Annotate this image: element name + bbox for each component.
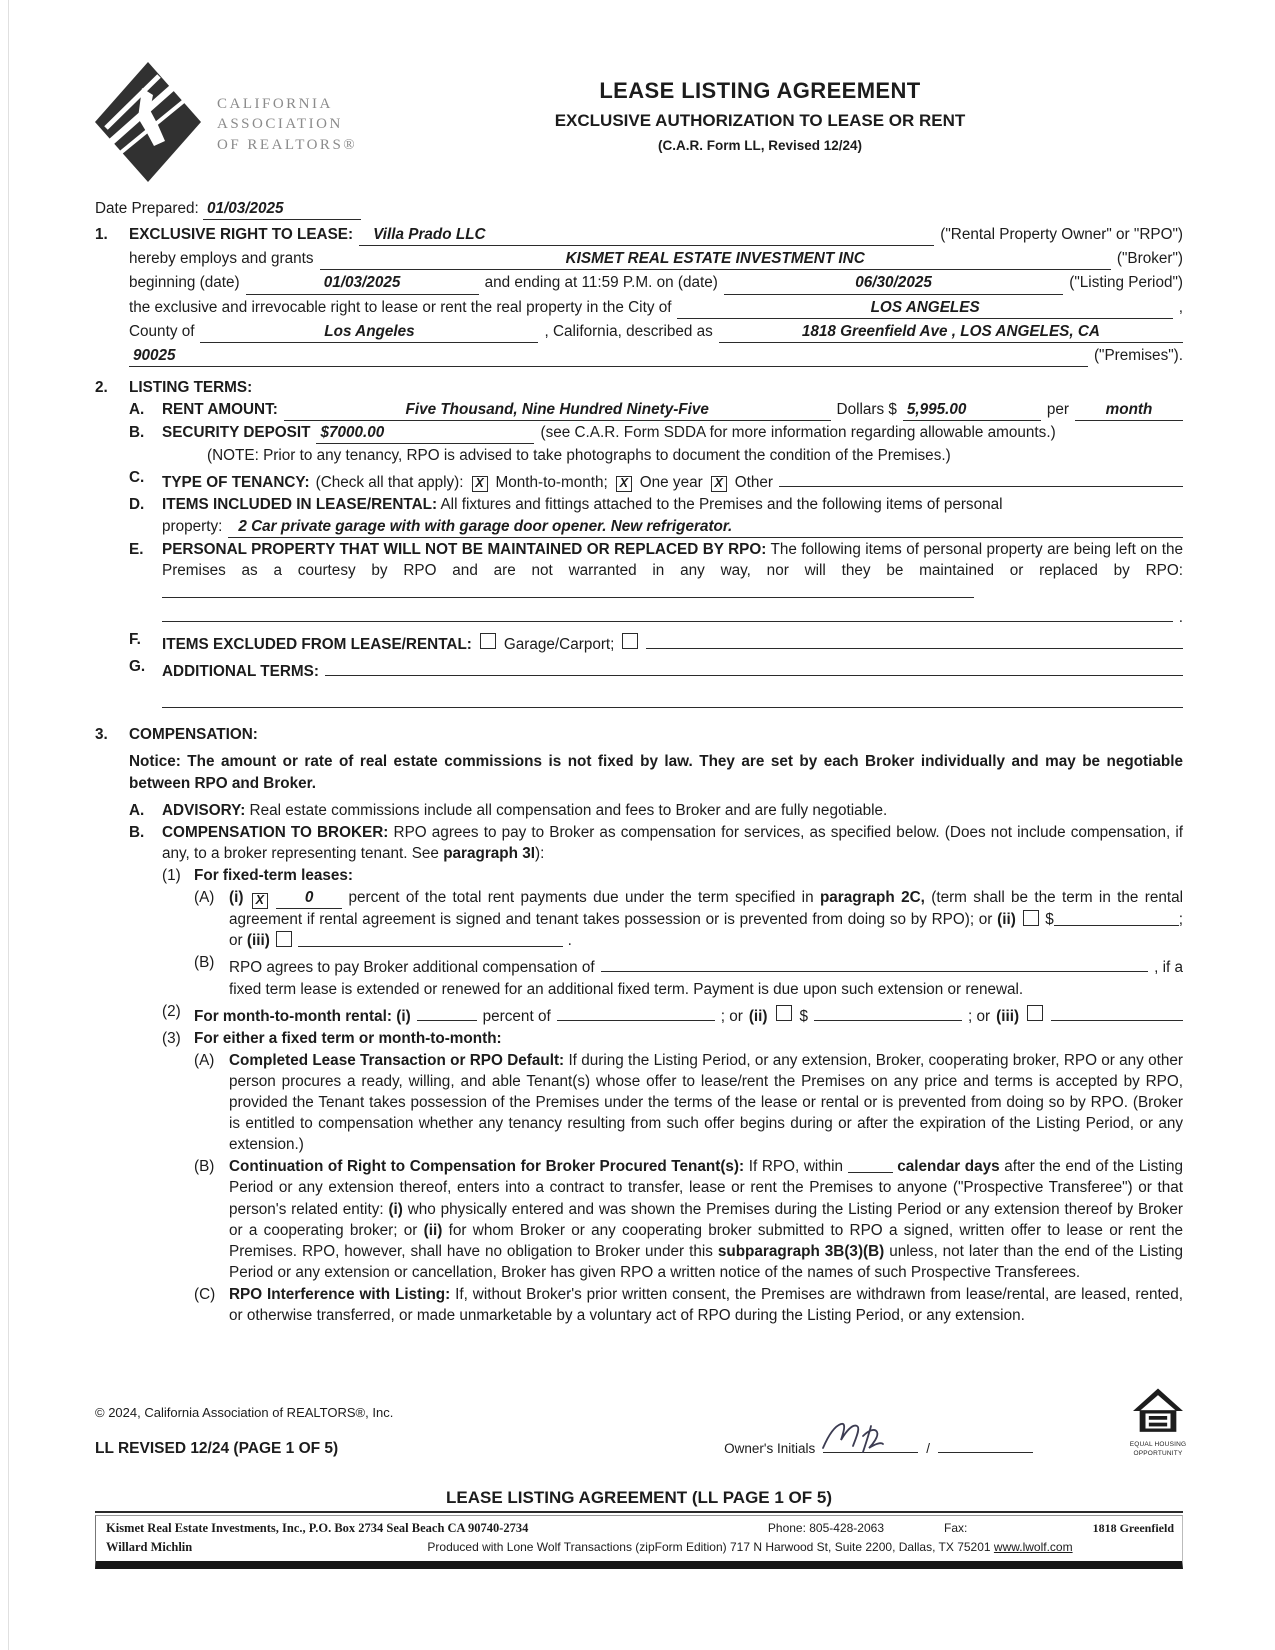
continuation-text5: unless, not later than the end of the Listing Period or any extension or cancellation, Broker has given RPO a written notice of the names of such Prospective Transferees. bbox=[229, 1242, 1184, 1281]
initials-separator: / bbox=[926, 1441, 930, 1457]
county-label: County of bbox=[129, 322, 195, 340]
additional-compensation-suffix: , if a bbox=[1154, 959, 1183, 977]
footer-reference: 1818 Greenfield bbox=[1092, 1521, 1174, 1536]
calendar-days-field[interactable] bbox=[848, 1172, 893, 1173]
broker-name-field[interactable]: KISMET REAL ESTATE INVESTMENT INC bbox=[320, 248, 1111, 270]
date-prepared-field[interactable]: 01/03/2025 bbox=[203, 198, 361, 220]
personal-property-row bbox=[129, 539, 1183, 628]
item-3b3-number: (3) bbox=[162, 1029, 181, 1047]
paragraph-2c-ref: paragraph 2C, bbox=[819, 889, 925, 907]
org-line-2: ASSOCIATION bbox=[217, 116, 343, 133]
fixed-term-dollar-checkbox[interactable] bbox=[1023, 910, 1039, 926]
completed-lease-label: Completed Lease Transaction or RPO Default: bbox=[229, 1051, 565, 1069]
rent-amount-number-field[interactable]: 5,995.00 bbox=[903, 399, 1041, 421]
items-excluded-other-field[interactable] bbox=[646, 629, 1183, 649]
county-field[interactable]: Los Angeles bbox=[200, 321, 538, 343]
footer-page-title: LEASE LISTING AGREEMENT (LL PAGE 1 OF 5) bbox=[95, 1486, 1183, 1513]
fixed-term-period: . bbox=[567, 932, 572, 950]
item-3b1-number: (1) bbox=[162, 866, 181, 884]
mtm-text1: percent of bbox=[482, 1007, 551, 1025]
page-header bbox=[95, 62, 1183, 188]
additional-terms-field-line1[interactable] bbox=[325, 656, 1183, 676]
advisory-text: Real estate commissions include all compensation and fees to Broker and are fully negotiable. bbox=[249, 801, 888, 819]
rpo-interference-label: RPO Interference with Listing: bbox=[229, 1286, 451, 1304]
additional-compensation-field[interactable] bbox=[601, 952, 1148, 972]
rent-amount-label: RENT AMOUNT: bbox=[162, 400, 278, 418]
car-diamond-icon bbox=[95, 62, 201, 182]
security-deposit-suffix: (see C.A.R. Form SDDA for more information regarding allowable amounts.) bbox=[540, 424, 1056, 442]
mtm-ii-label: (ii) bbox=[748, 1007, 768, 1025]
advisory-label: ADVISORY: bbox=[162, 801, 246, 819]
personal-property-text: The following items of personal property are being left on the Premises as a courtesy by RPO and are not warranted in any way, nor will they be maintained or replaced by RPO: bbox=[162, 540, 1184, 579]
city-field[interactable]: LOS ANGELES bbox=[677, 297, 1172, 319]
owner-initials-line-2[interactable] bbox=[938, 1436, 1033, 1453]
broker-agent-name: Willard Michlin bbox=[106, 1540, 193, 1555]
premises-suffix: ("Premises"). bbox=[1093, 346, 1183, 364]
owner-initials-signature bbox=[819, 1414, 919, 1454]
mtm-percent-field[interactable] bbox=[417, 1001, 477, 1021]
fixed-term-text1: percent of the total rent payments due under the term specified in bbox=[348, 889, 814, 907]
fixed-term-text2: (term shall be the term in the rental agreement if rental agreement is signed and tenant takes possession or is prevented from doing so by RPO); or bbox=[229, 889, 1184, 929]
page-footer bbox=[95, 1404, 1187, 1568]
listing-period-suffix: ("Listing Period") bbox=[1069, 274, 1183, 292]
additional-compensation-text1: RPO agrees to pay Broker additional compensation of bbox=[229, 959, 595, 977]
property-label: property: bbox=[162, 517, 223, 535]
completed-lease-text: If during the Listing Period, or any extension, Broker, cooperating broker, RPO or any other person procures a ready, willing, and able Tenant(s) whose offer to lease/rent the Premises on any price and terms is accepted by RPO, provided the Tenant takes possession of the Premises under the terms of the lease or rental or is prevented from doing so by RPO. (Broker is entitled to compensation whether any tenancy resulting from such offer begins during or after the expiration of the Listing Period, or any extension.) bbox=[229, 1051, 1183, 1154]
security-deposit-note-row bbox=[129, 445, 1183, 466]
described-label: , California, described as bbox=[544, 322, 713, 340]
personal-property-label: PERSONAL PROPERTY THAT WILL NOT BE MAINTAINED OR REPLACED BY RPO: bbox=[162, 540, 767, 558]
fixed-term-percent-checkbox[interactable]: X bbox=[252, 893, 268, 909]
personal-property-field-line2[interactable] bbox=[162, 602, 1173, 622]
item-c-letter: C. bbox=[129, 469, 145, 487]
personal-property-period: . bbox=[1178, 608, 1183, 626]
continuation-text4: for whom Broker or any cooperating broker submitted to RPO a signed, written offer to lease or rent the Premises. RPO, however, shall have no obligation to Broker under this bbox=[229, 1221, 1183, 1260]
form-reference: (C.A.R. Form LL, Revised 12/24) bbox=[657, 137, 863, 153]
item-3b3b-letter: (B) bbox=[194, 1158, 215, 1176]
items-included-label: ITEMS INCLUDED IN LEASE/RENTAL: bbox=[162, 496, 438, 514]
compensation-to-broker-label: COMPENSATION TO BROKER: bbox=[162, 823, 389, 841]
either-term-block bbox=[162, 1028, 1183, 1327]
item-a-letter: A. bbox=[129, 400, 145, 418]
security-deposit-field[interactable]: $7000.00 bbox=[316, 422, 534, 444]
rpo-interference-row bbox=[194, 1284, 1183, 1326]
additional-compensation-row bbox=[194, 952, 1183, 999]
tenancy-label: TYPE OF TENANCY: bbox=[162, 474, 310, 492]
fixed-term-other-field[interactable] bbox=[298, 946, 563, 947]
equal-housing-caption-2: OPPORTUNITY bbox=[1133, 1449, 1183, 1457]
produced-with-text: Produced with Lone Wolf Transactions (zipForm Edition) 717 N Harwood St, Suite 2200, Dallas, TX 75201 bbox=[427, 1540, 991, 1555]
items-included-field[interactable]: 2 Car private garage with with garage door opener. New refrigerator. bbox=[228, 516, 1183, 538]
fixed-term-iii-label: (iii) bbox=[246, 932, 270, 950]
date-prepared-row bbox=[95, 198, 1183, 220]
continuation-row bbox=[194, 1156, 1183, 1283]
mtm-or1: ; or bbox=[720, 1007, 743, 1025]
items-included-text: All fixtures and fittings attached to the Premises and the following items of personal bbox=[440, 496, 1003, 514]
copyright-text: © 2024, California Association of REALTORS®, Inc. bbox=[95, 1405, 394, 1421]
items-excluded-garage-checkbox[interactable] bbox=[480, 633, 496, 649]
section-2-number: 2. bbox=[95, 378, 108, 396]
mtm-dollar-field[interactable] bbox=[814, 1001, 962, 1021]
section-3-number: 3. bbox=[95, 726, 108, 744]
org-line-1: CALIFORNIA bbox=[217, 96, 333, 112]
begin-date-field[interactable]: 01/03/2025 bbox=[246, 272, 479, 294]
security-deposit-row bbox=[129, 422, 1183, 444]
fixed-term-i-label: (i) bbox=[229, 889, 244, 907]
broker-fax: Fax: bbox=[944, 1521, 968, 1536]
mtm-percent-of-field[interactable] bbox=[557, 1001, 715, 1021]
item-e-letter: E. bbox=[129, 540, 144, 558]
calendar-days-label: calendar days bbox=[897, 1158, 1000, 1176]
revision-text: LL REVISED 12/24 (PAGE 1 OF 5) bbox=[95, 1440, 339, 1458]
fixed-term-a-row bbox=[194, 887, 1183, 951]
ending-label: and ending at 11:59 P.M. on (date) bbox=[484, 274, 718, 292]
owners-initials-block bbox=[724, 1436, 1033, 1459]
owner-name-field[interactable]: Villa Prado LLC bbox=[359, 224, 934, 246]
mtm-dollar-checkbox[interactable] bbox=[776, 1005, 792, 1021]
rent-amount-row bbox=[129, 399, 1183, 421]
mtm-iii-label: (iii) bbox=[996, 1007, 1020, 1025]
either-term-title: For either a fixed term or month-to-month: bbox=[194, 1029, 502, 1047]
city-text: the exclusive and irrevocable right to lease or rent the real property in the City of bbox=[129, 298, 672, 316]
fixed-term-leases-title: For fixed-term leases: bbox=[194, 866, 353, 884]
city-suffix: , bbox=[1178, 298, 1183, 316]
broker-info-box bbox=[95, 1515, 1183, 1569]
org-line-3: OF REALTORS® bbox=[217, 136, 358, 153]
item-d-letter: D. bbox=[129, 496, 145, 514]
item-b-letter: B. bbox=[129, 424, 145, 442]
document-subtitle: EXCLUSIVE AUTHORIZATION TO LEASE OR RENT bbox=[554, 111, 966, 131]
item-3b3c-letter: (C) bbox=[194, 1286, 216, 1304]
employs-text: hereby employs and grants bbox=[129, 250, 314, 268]
mtm-other-field[interactable] bbox=[1051, 1001, 1183, 1021]
tenancy-other-checkbox[interactable]: X bbox=[711, 476, 727, 492]
broker-suffix: ("Broker") bbox=[1116, 250, 1183, 268]
item-g-letter: G. bbox=[129, 658, 146, 676]
fixed-term-dollar-field[interactable] bbox=[1054, 925, 1179, 926]
item-3b2-number: (2) bbox=[162, 1002, 181, 1020]
advisory-row bbox=[129, 800, 1183, 821]
items-included-row bbox=[129, 494, 1183, 537]
owners-initials-label: Owner's Initials bbox=[724, 1441, 816, 1457]
per-label: per bbox=[1046, 400, 1069, 418]
scan-edge-artifact bbox=[8, 0, 9, 1650]
mtm-or2: ; or bbox=[968, 1007, 991, 1025]
security-deposit-note: (NOTE: Prior to any tenancy, RPO is advised to take photographs to document the condition of the Premises.) bbox=[207, 447, 951, 465]
subparagraph-ref: subparagraph 3B(3)(B) bbox=[717, 1242, 885, 1260]
title-block bbox=[367, 62, 1183, 155]
paragraph-3i-ref: paragraph 3I bbox=[443, 844, 535, 862]
items-excluded-row bbox=[129, 629, 1183, 655]
completed-lease-row bbox=[194, 1050, 1183, 1156]
broker-box-line1: Kismet Real Estate Investments, Inc., P.O. Box 2734 Seal Beach CA 90740-2734 bbox=[106, 1521, 529, 1536]
month-to-month-rental-row bbox=[162, 1001, 1183, 1027]
items-excluded-other-checkbox[interactable] bbox=[622, 633, 638, 649]
continuation-i-label: (i) bbox=[388, 1200, 403, 1218]
tenancy-month-to-month-label: Month-to-month; bbox=[495, 474, 608, 492]
tenancy-apply-text: (Check all that apply): bbox=[315, 474, 464, 492]
mtm-dollar-sign: $ bbox=[799, 1007, 809, 1025]
compensation-to-broker-text2: ): bbox=[535, 844, 545, 862]
personal-property-field-line1[interactable] bbox=[162, 597, 974, 598]
section-3-title: COMPENSATION: bbox=[129, 726, 258, 744]
items-excluded-label: ITEMS EXCLUDED FROM LEASE/RENTAL: bbox=[162, 636, 472, 654]
rent-per-field[interactable]: month bbox=[1075, 399, 1183, 421]
continuation-text1: If RPO, within bbox=[748, 1158, 843, 1176]
additional-terms-label: ADDITIONAL TERMS: bbox=[162, 663, 319, 681]
document-title: LEASE LISTING AGREEMENT bbox=[599, 78, 921, 103]
tenancy-other-label: Other bbox=[734, 474, 773, 492]
section-2 bbox=[95, 377, 1183, 708]
rpo-interference-text: If, without Broker's prior written consent, the Premises are withdrawn from lease/rental, are leased, rented, or otherwise transferred, or made unmarketable by a voluntary act of RPO during the Listing Period, or any extension. bbox=[229, 1286, 1184, 1325]
item-3b1b-letter: (B) bbox=[194, 954, 215, 972]
equal-housing-caption-1: EQUAL HOUSING bbox=[1129, 1441, 1187, 1449]
additional-terms-row bbox=[129, 656, 1183, 708]
continuation-text2: after the end of the Listing Period or any extension thereof, enters into a contract to transfer, lease or rent the Premises to anyone ("Prospective Transferee") or that person's related entity: bbox=[229, 1158, 1183, 1218]
tenancy-month-to-month-checkbox[interactable]: X bbox=[472, 476, 488, 492]
rpo-suffix: ("Rental Property Owner" or "RPO") bbox=[940, 226, 1183, 244]
broker-phone: Phone: 805-428-2063 bbox=[767, 1521, 884, 1536]
section-1 bbox=[95, 224, 1183, 367]
month-to-month-rental-title: For month-to-month rental: (i) bbox=[194, 1007, 411, 1025]
security-deposit-label: SECURITY DEPOSIT bbox=[162, 424, 311, 442]
continuation-label: Continuation of Right to Compensation for Broker Procured Tenant(s): bbox=[229, 1158, 745, 1176]
commission-notice: Notice: The amount or rate of real estate commissions is not fixed by law. They are set by each Broker individually and may be negotiable between RPO and Broker. bbox=[129, 753, 1183, 792]
fixed-term-leases-block bbox=[162, 865, 1183, 1000]
tenancy-row bbox=[129, 467, 1183, 493]
tenancy-one-year-label: One year bbox=[639, 474, 703, 492]
item-3b-letter: B. bbox=[129, 823, 145, 841]
property-description-field-2[interactable]: 90025 bbox=[129, 345, 1088, 367]
continuation-ii-label: (ii) bbox=[423, 1221, 443, 1239]
item-3a-letter: A. bbox=[129, 801, 145, 819]
section-1-title: EXCLUSIVE RIGHT TO LEASE: bbox=[129, 226, 354, 244]
item-3b1a-letter: (A) bbox=[194, 889, 215, 907]
item-3b3a-letter: (A) bbox=[194, 1051, 215, 1069]
continuation-text3: who physically entered and was shown the Premises during the Listing Period or any extension thereof by Broker or a cooperating broker; or bbox=[229, 1200, 1184, 1239]
fixed-term-ii-label: (ii) bbox=[997, 911, 1016, 929]
compensation-to-broker-text1: RPO agrees to pay to Broker as compensation for services, as specified below. (Does not include compensation, if any, to a broker representing tenant. See bbox=[162, 823, 1183, 862]
tenancy-one-year-checkbox[interactable]: X bbox=[616, 476, 632, 492]
compensation-to-broker-row bbox=[129, 822, 1183, 1327]
additional-terms-field-line2[interactable] bbox=[162, 688, 1183, 708]
date-prepared-label: Date Prepared: bbox=[95, 200, 199, 218]
additional-compensation-text2: fixed term lease is extended or renewed for an additional fixed term. Payment is due upon such extension or renewal. bbox=[229, 980, 1024, 998]
items-excluded-garage-label: Garage/Carport; bbox=[503, 636, 615, 654]
rent-amount-words-field[interactable]: Five Thousand, Nine Hundred Ninety-Five bbox=[284, 399, 831, 421]
org-name bbox=[217, 62, 367, 155]
tenancy-other-field[interactable] bbox=[779, 467, 1183, 487]
equal-housing-icon bbox=[1133, 1388, 1183, 1434]
item-f-letter: F. bbox=[129, 631, 141, 649]
lwolf-link[interactable]: www.lwolf.com bbox=[993, 1540, 1073, 1555]
beginning-label: beginning (date) bbox=[129, 274, 240, 292]
fixed-term-dollar-sign: $ bbox=[1045, 911, 1054, 929]
dollars-label: Dollars $ bbox=[836, 400, 897, 418]
equal-housing-logo bbox=[1125, 1388, 1191, 1458]
fixed-term-percent-field[interactable]: 0 bbox=[276, 887, 342, 909]
section-2-title: LISTING TERMS: bbox=[129, 378, 253, 396]
section-3 bbox=[95, 724, 1183, 1326]
mtm-other-checkbox[interactable] bbox=[1027, 1005, 1043, 1021]
car-logo bbox=[95, 62, 207, 188]
owner-initials-line-1[interactable] bbox=[823, 1436, 918, 1453]
section-1-number: 1. bbox=[95, 226, 108, 244]
fixed-term-or-label: ; or bbox=[229, 911, 1184, 950]
end-date-field[interactable]: 06/30/2025 bbox=[724, 272, 1063, 294]
fixed-term-other-checkbox[interactable] bbox=[276, 931, 292, 947]
property-description-field[interactable]: 1818 Greenfield Ave , LOS ANGELES, CA bbox=[719, 321, 1183, 343]
